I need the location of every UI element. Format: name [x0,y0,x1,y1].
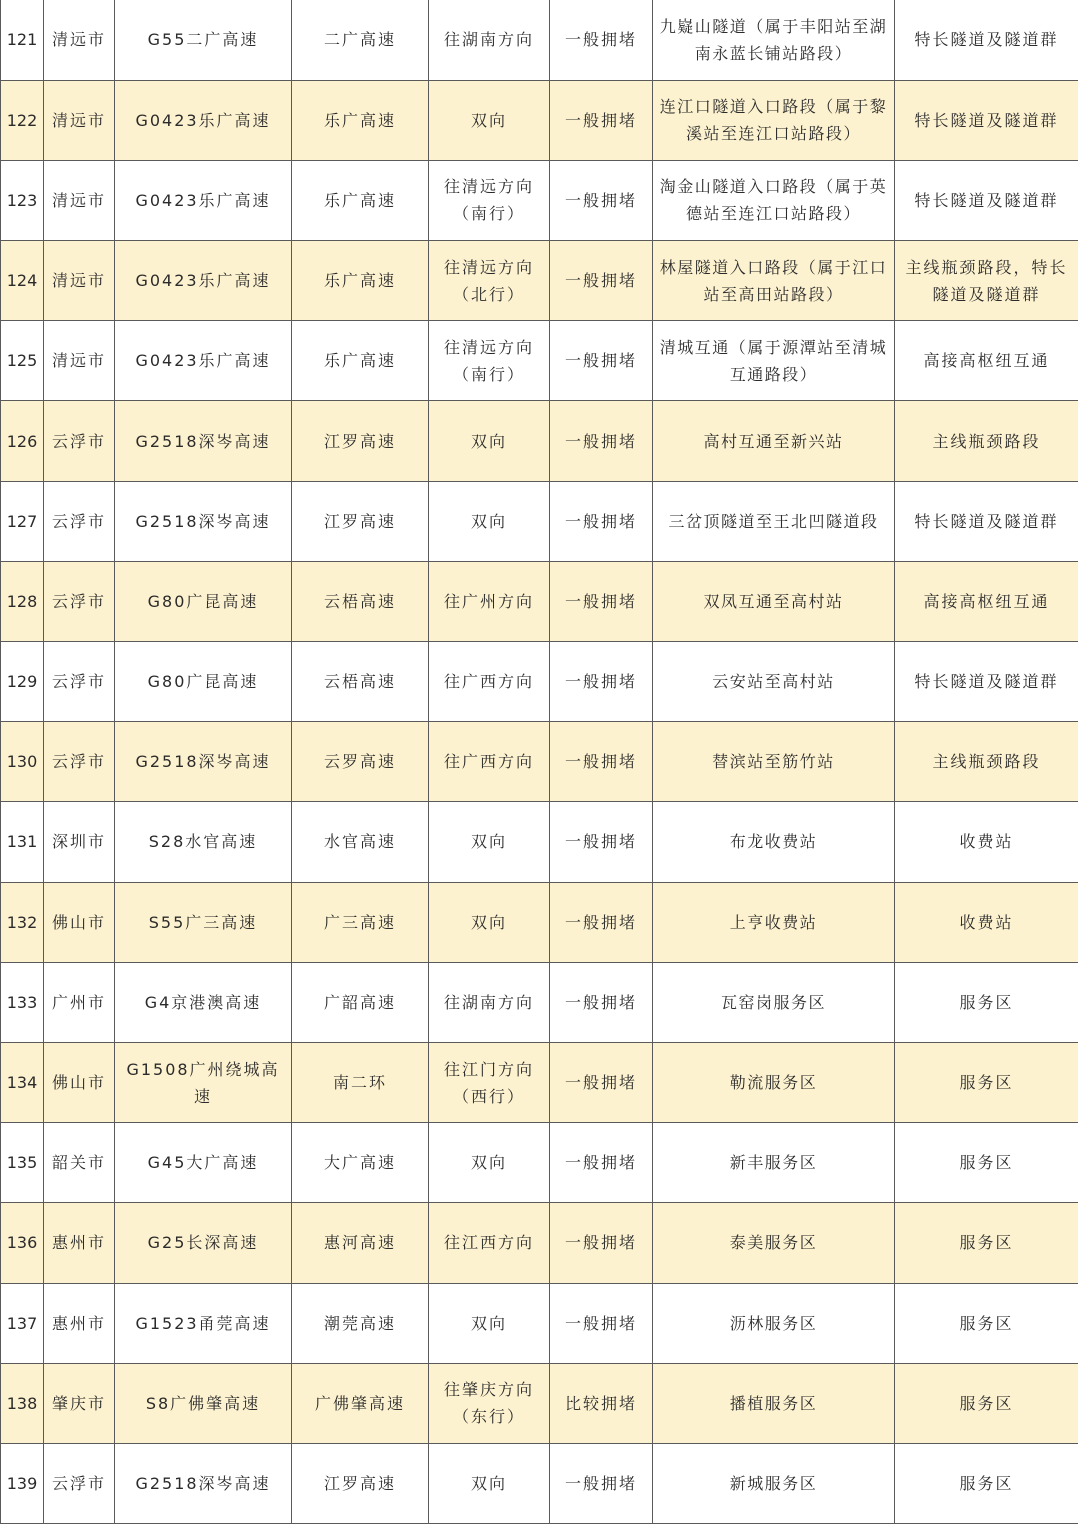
table-row [1,0,1078,80]
location-cell: 连江口隧道入口路段（属于黎溪站至连江口站路段） [653,80,895,160]
row-number: 139 [1,1443,44,1523]
direction-cell: 往清远方向（南行） [429,160,550,240]
section-cell: 江罗高速 [292,481,429,561]
section-cell: 江罗高速 [292,401,429,481]
row-number: 128 [1,561,44,641]
direction-cell: 往广西方向 [429,722,550,802]
table-body [1,0,1078,1524]
table-row [1,1203,1078,1283]
table-row [1,642,1078,722]
section-cell: 广韶高速 [292,962,429,1042]
table-row [1,241,1078,321]
row-number: 138 [1,1363,44,1443]
location-cell: 云安站至高村站 [653,642,895,722]
city-cell: 云浮市 [44,561,115,641]
city-cell: 清远市 [44,241,115,321]
table-row [1,321,1078,401]
congestion-level-cell: 一般拥堵 [550,481,653,561]
type-cell: 主线瓶颈路段 [895,722,1078,802]
city-cell: 惠州市 [44,1203,115,1283]
type-cell: 收费站 [895,802,1078,882]
city-cell: 肇庆市 [44,1363,115,1443]
highway-cell: G2518深岑高速 [115,401,292,481]
highway-cell: G1523甬莞高速 [115,1283,292,1363]
direction-cell: 双向 [429,802,550,882]
section-cell: 水官高速 [292,802,429,882]
section-cell: 乐广高速 [292,80,429,160]
table-row [1,962,1078,1042]
section-cell: 大广高速 [292,1123,429,1203]
congestion-level-cell: 一般拥堵 [550,160,653,240]
location-cell: 九嶷山隧道（属于丰阳站至湖南永蓝长铺站路段） [653,0,895,80]
row-number: 137 [1,1283,44,1363]
row-number: 134 [1,1042,44,1122]
location-cell: 新丰服务区 [653,1123,895,1203]
congestion-level-cell: 一般拥堵 [550,1443,653,1523]
city-cell: 云浮市 [44,1443,115,1523]
congestion-level-cell: 一般拥堵 [550,962,653,1042]
congestion-level-cell: 一般拥堵 [550,241,653,321]
row-number: 127 [1,481,44,561]
congestion-level-cell: 一般拥堵 [550,80,653,160]
city-cell: 清远市 [44,0,115,80]
congestion-level-cell: 一般拥堵 [550,0,653,80]
type-cell: 服务区 [895,1283,1078,1363]
row-number: 122 [1,80,44,160]
highway-cell: G0423乐广高速 [115,80,292,160]
table-row [1,1363,1078,1443]
highway-cell: G2518深岑高速 [115,1443,292,1523]
table-row [1,1123,1078,1203]
section-cell: 惠河高速 [292,1203,429,1283]
city-cell: 惠州市 [44,1283,115,1363]
section-cell: 潮莞高速 [292,1283,429,1363]
congestion-level-cell: 一般拥堵 [550,642,653,722]
type-cell: 服务区 [895,1042,1078,1122]
type-cell: 服务区 [895,1203,1078,1283]
direction-cell: 往清远方向（北行） [429,241,550,321]
row-number: 133 [1,962,44,1042]
city-cell: 云浮市 [44,401,115,481]
congestion-level-cell: 一般拥堵 [550,802,653,882]
section-cell: 广三高速 [292,882,429,962]
type-cell: 特长隧道及隧道群 [895,642,1078,722]
city-cell: 深圳市 [44,802,115,882]
table-row [1,882,1078,962]
location-cell: 上亨收费站 [653,882,895,962]
city-cell: 云浮市 [44,642,115,722]
location-cell: 替滨站至筋竹站 [653,722,895,802]
highway-cell: G1508广州绕城高速 [115,1042,292,1122]
type-cell: 高接高枢纽互通 [895,321,1078,401]
section-cell: 二广高速 [292,0,429,80]
section-cell: 江罗高速 [292,1443,429,1523]
highway-cell: G2518深岑高速 [115,722,292,802]
section-cell: 乐广高速 [292,160,429,240]
location-cell: 新城服务区 [653,1443,895,1523]
direction-cell: 双向 [429,481,550,561]
city-cell: 佛山市 [44,1042,115,1122]
direction-cell: 双向 [429,1123,550,1203]
highway-cell: G25长深高速 [115,1203,292,1283]
type-cell: 服务区 [895,962,1078,1042]
row-number: 130 [1,722,44,802]
highway-cell: G55二广高速 [115,0,292,80]
city-cell: 云浮市 [44,481,115,561]
location-cell: 清城互通（属于源潭站至清城互通路段） [653,321,895,401]
row-number: 131 [1,802,44,882]
direction-cell: 往湖南方向 [429,962,550,1042]
table-row [1,802,1078,882]
direction-cell: 双向 [429,401,550,481]
type-cell: 高接高枢纽互通 [895,561,1078,641]
row-number: 135 [1,1123,44,1203]
direction-cell: 往湖南方向 [429,0,550,80]
row-number: 126 [1,401,44,481]
highway-cell: S8广佛肇高速 [115,1363,292,1443]
direction-cell: 双向 [429,1283,550,1363]
row-number: 136 [1,1203,44,1283]
congestion-level-cell: 一般拥堵 [550,1203,653,1283]
section-cell: 南二环 [292,1042,429,1122]
city-cell: 清远市 [44,80,115,160]
city-cell: 清远市 [44,160,115,240]
row-number: 129 [1,642,44,722]
highway-cell: S28水官高速 [115,802,292,882]
direction-cell: 往肇庆方向（东行） [429,1363,550,1443]
direction-cell: 往广州方向 [429,561,550,641]
section-cell: 云梧高速 [292,642,429,722]
location-cell: 勒流服务区 [653,1042,895,1122]
highway-cell: G80广昆高速 [115,642,292,722]
location-cell: 沥林服务区 [653,1283,895,1363]
highway-cell: G0423乐广高速 [115,321,292,401]
highway-cell: S55广三高速 [115,882,292,962]
row-number: 123 [1,160,44,240]
highway-cell: G4京港澳高速 [115,962,292,1042]
direction-cell: 双向 [429,1443,550,1523]
location-cell: 三岔顶隧道至王北凹隧道段 [653,481,895,561]
highway-cell: G2518深岑高速 [115,481,292,561]
location-cell: 双凤互通至高村站 [653,561,895,641]
row-number: 124 [1,241,44,321]
type-cell: 服务区 [895,1363,1078,1443]
row-number: 125 [1,321,44,401]
congestion-level-cell: 一般拥堵 [550,882,653,962]
type-cell: 特长隧道及隧道群 [895,80,1078,160]
row-number: 121 [1,0,44,80]
city-cell: 清远市 [44,321,115,401]
type-cell: 服务区 [895,1123,1078,1203]
highway-cell: G80广昆高速 [115,561,292,641]
location-cell: 布龙收费站 [653,802,895,882]
table-row [1,80,1078,160]
congestion-level-cell: 一般拥堵 [550,722,653,802]
direction-cell: 往清远方向（南行） [429,321,550,401]
type-cell: 主线瓶颈路段，特长隧道及隧道群 [895,241,1078,321]
table-row [1,401,1078,481]
type-cell: 特长隧道及隧道群 [895,481,1078,561]
row-number: 132 [1,882,44,962]
table-row [1,1443,1078,1523]
location-cell: 播植服务区 [653,1363,895,1443]
direction-cell: 双向 [429,882,550,962]
congestion-level-cell: 一般拥堵 [550,1042,653,1122]
type-cell: 特长隧道及隧道群 [895,0,1078,80]
table-row [1,1283,1078,1363]
city-cell: 韶关市 [44,1123,115,1203]
highway-cell: G45大广高速 [115,1123,292,1203]
congestion-level-cell: 一般拥堵 [550,401,653,481]
congestion-level-cell: 比较拥堵 [550,1363,653,1443]
type-cell: 主线瓶颈路段 [895,401,1078,481]
table-row [1,481,1078,561]
congestion-level-cell: 一般拥堵 [550,561,653,641]
city-cell: 佛山市 [44,882,115,962]
section-cell: 乐广高速 [292,321,429,401]
location-cell: 林屋隧道入口路段（属于江口站至高田站路段） [653,241,895,321]
section-cell: 云梧高速 [292,561,429,641]
city-cell: 广州市 [44,962,115,1042]
location-cell: 淘金山隧道入口路段（属于英德站至连江口站路段） [653,160,895,240]
location-cell: 高村互通至新兴站 [653,401,895,481]
location-cell: 泰美服务区 [653,1203,895,1283]
type-cell: 服务区 [895,1443,1078,1523]
highway-cell: G0423乐广高速 [115,241,292,321]
table-row [1,722,1078,802]
type-cell: 特长隧道及隧道群 [895,160,1078,240]
section-cell: 广佛肇高速 [292,1363,429,1443]
section-cell: 云罗高速 [292,722,429,802]
type-cell: 收费站 [895,882,1078,962]
table-row [1,160,1078,240]
direction-cell: 往江门方向（西行） [429,1042,550,1122]
highway-cell: G0423乐广高速 [115,160,292,240]
direction-cell: 双向 [429,80,550,160]
table-row [1,561,1078,641]
congestion-level-cell: 一般拥堵 [550,321,653,401]
direction-cell: 往江西方向 [429,1203,550,1283]
section-cell: 乐广高速 [292,241,429,321]
city-cell: 云浮市 [44,722,115,802]
location-cell: 瓦窑岗服务区 [653,962,895,1042]
direction-cell: 往广西方向 [429,642,550,722]
congestion-level-cell: 一般拥堵 [550,1123,653,1203]
table-row [1,1042,1078,1122]
congestion-level-cell: 一般拥堵 [550,1283,653,1363]
